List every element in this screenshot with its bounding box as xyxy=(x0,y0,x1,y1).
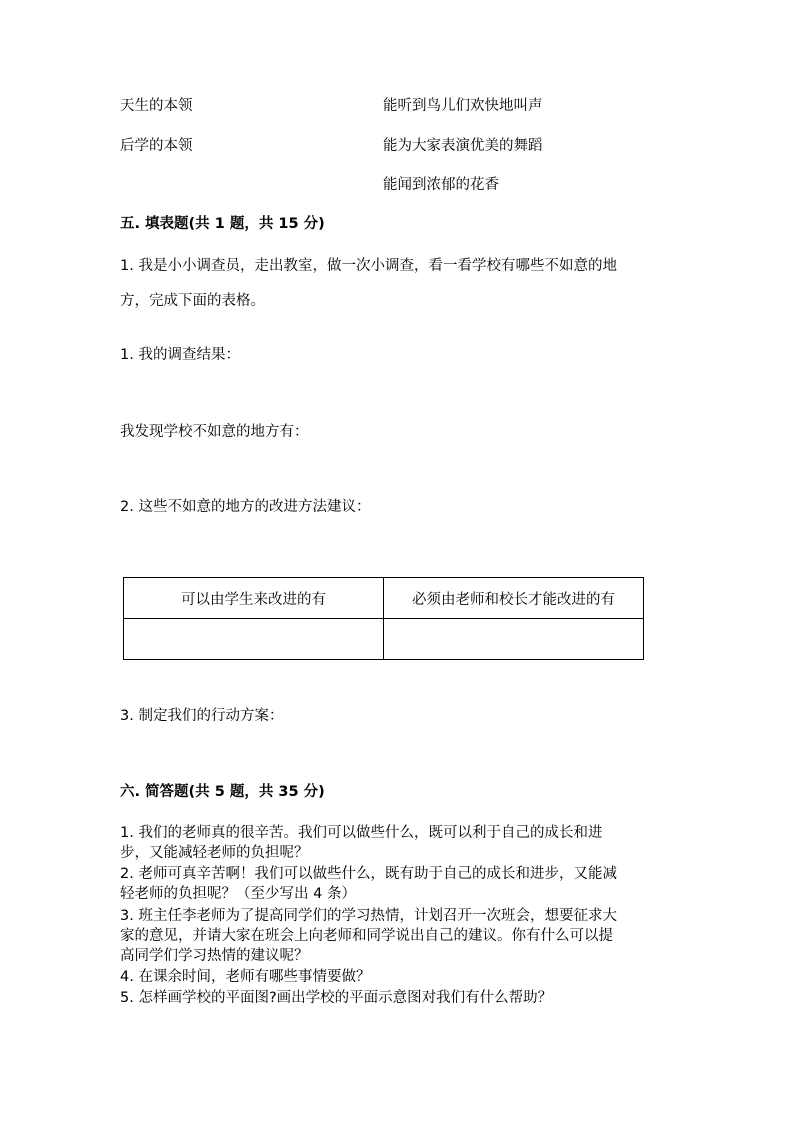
match-right-3: 能闻到浓郁的花香 xyxy=(383,177,499,193)
survey-result-label: 1. 我的调查结果： xyxy=(120,347,240,363)
question-line: 家的意见，并请大家在班会上向老师和同学说出自己的建议。你有什么可以提 xyxy=(120,928,613,944)
question-line: 轻老师的负担呢？（至少写出 4 条） xyxy=(120,886,356,902)
table-header-row xyxy=(124,578,644,619)
match-right-1: 能听到鸟儿们欢快地叫声 xyxy=(383,98,543,114)
improvement-label: 2. 这些不如意的地方的改进方法建议： xyxy=(120,499,371,515)
question-line: 4. 在课余时间，老师有哪些事情要做？ xyxy=(120,969,371,985)
section6-title: 六. 简答题(共 5 题，共 35 分) xyxy=(120,784,325,800)
table-row xyxy=(124,619,644,660)
match-right-2: 能为大家表演优美的舞蹈 xyxy=(383,138,543,154)
question-line: 高同学们学习热情的建议呢？ xyxy=(120,948,309,964)
found-problems-label: 我发现学校不如意的地方有： xyxy=(120,424,309,440)
question-line: 步，又能减轻老师的负担呢？ xyxy=(120,845,309,861)
section5-q1-line2: 方，完成下面的表格。 xyxy=(120,293,265,309)
match-left-1: 天生的本领 xyxy=(120,98,193,114)
match-left-2: 后学的本领 xyxy=(120,138,193,154)
table-cell-students[interactable] xyxy=(124,619,384,660)
question-line: 5. 怎样画学校的平面图?画出学校的平面示意图对我们有什么帮助？ xyxy=(120,990,553,1006)
improvement-table xyxy=(123,577,644,660)
question-line: 3. 班主任李老师为了提高同学们的学习热情，计划召开一次班会，想要征求大 xyxy=(120,908,617,924)
table-header-students: 可以由学生来改进的有 xyxy=(124,578,384,619)
question-line: 1. 我们的老师真的很辛苦。我们可以做些什么，既可以利于自己的成长和进 xyxy=(120,825,603,841)
section5-title: 五. 填表题(共 1 题，共 15 分) xyxy=(120,216,325,232)
table-cell-teachers[interactable] xyxy=(384,619,644,660)
question-line: 2. 老师可真辛苦啊！我们可以做些什么，既有助于自己的成长和进步，又能减 xyxy=(120,866,617,882)
table-header-teachers: 必须由老师和校长才能改进的有 xyxy=(384,578,644,619)
action-plan-label: 3. 制定我们的行动方案： xyxy=(120,708,284,724)
section5-q1-line1: 1. 我是小小调查员，走出教室，做一次小调查，看一看学校有哪些不如意的地 xyxy=(120,258,617,274)
